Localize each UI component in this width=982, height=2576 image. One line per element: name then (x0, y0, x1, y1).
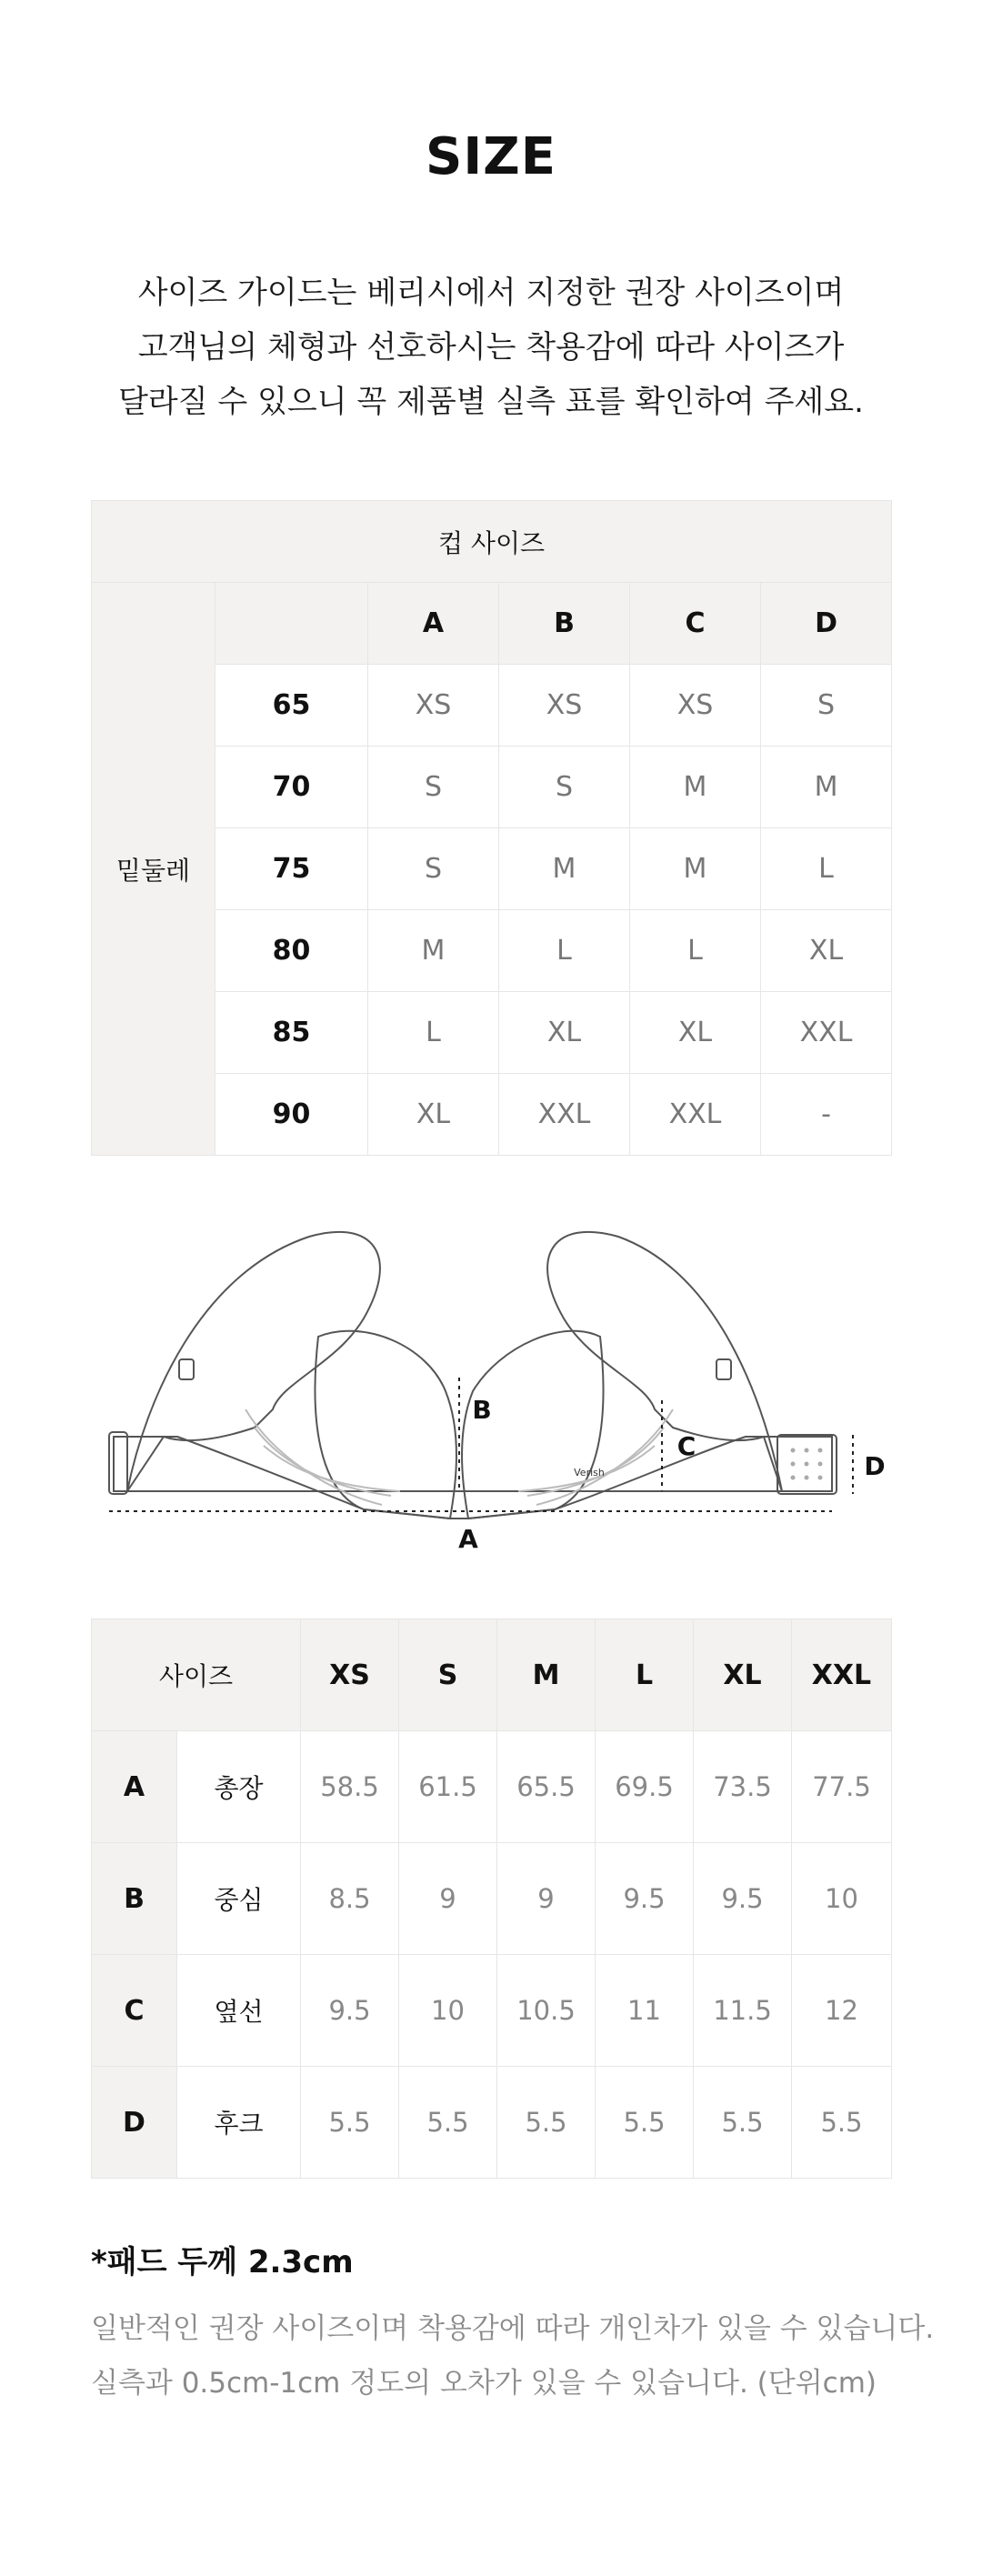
cup-letter: A (368, 583, 499, 665)
size-value: XL (630, 992, 761, 1074)
size-header: XL (694, 1619, 792, 1731)
row-name: 중심 (177, 1843, 301, 1955)
intro-line: 달라질 수 있으니 꼭 제품별 실측 표를 확인하여 주세요. (118, 384, 864, 420)
band-body (114, 1437, 832, 1519)
size-value: M (761, 747, 892, 828)
row-name: 총장 (177, 1731, 301, 1843)
measure-value: 5.5 (399, 2067, 497, 2179)
measure-value: 11.5 (694, 1955, 792, 2067)
measure-value: 8.5 (301, 1843, 399, 1955)
measure-value: 73.5 (694, 1731, 792, 1843)
size-value: M (499, 828, 630, 910)
measure-value: 9.5 (596, 1843, 694, 1955)
table-row (92, 2067, 892, 2179)
size-value: XS (499, 665, 630, 747)
measure-value: 69.5 (596, 1731, 694, 1843)
intro-text (0, 266, 982, 429)
size-value: - (761, 1074, 892, 1156)
size-value: XXL (499, 1074, 630, 1156)
intro-line: 고객님의 체형과 선호하시는 착용감에 따라 사이즈가 (137, 329, 845, 366)
size-header: S (399, 1619, 497, 1731)
corner-cell (215, 583, 368, 665)
pad-thickness-note: *패드 두께 2.3cm (91, 2244, 354, 2280)
row-name: 후크 (177, 2067, 301, 2179)
row-letter: B (92, 1843, 177, 1955)
size-value: M (630, 828, 761, 910)
cup-size-header: 컵 사이즈 (92, 501, 892, 583)
size-value: XXL (630, 1074, 761, 1156)
note-line: 실측과 0.5cm-1cm 정도의 오차가 있을 수 있습니다. (단위cm) (91, 2367, 877, 2400)
measure-value: 5.5 (792, 2067, 892, 2179)
left-strap (127, 1232, 380, 1491)
table-row (92, 1843, 892, 1955)
measure-value: 9 (497, 1843, 596, 1955)
cup-size-table (91, 500, 892, 1156)
size-value: S (368, 747, 499, 828)
label-d: D (864, 1451, 886, 1481)
band-label: 밑둘레 (92, 583, 215, 1156)
size-value: XL (368, 1074, 499, 1156)
size-value: L (499, 910, 630, 992)
size-header: M (497, 1619, 596, 1731)
measure-value: 65.5 (497, 1731, 596, 1843)
row-letter: C (92, 1955, 177, 2067)
size-value: XXL (761, 992, 892, 1074)
size-value: L (368, 992, 499, 1074)
measure-value: 5.5 (694, 2067, 792, 2179)
label-a: A (458, 1524, 478, 1554)
brand-mark: Verish (574, 1467, 605, 1478)
measure-value: 12 (792, 1955, 892, 2067)
label-c: C (676, 1431, 696, 1461)
size-value: XL (761, 910, 892, 992)
cup-letter: D (761, 583, 892, 665)
measure-value: 10.5 (497, 1955, 596, 2067)
size-value: M (368, 910, 499, 992)
row-letter: D (92, 2067, 177, 2179)
measure-value: 11 (596, 1955, 694, 2067)
row-name: 옆선 (177, 1955, 301, 2067)
label-b: B (472, 1395, 492, 1425)
measurement-table (91, 1619, 892, 2179)
band-number: 85 (215, 992, 368, 1074)
size-value: L (761, 828, 892, 910)
measure-value: 77.5 (792, 1731, 892, 1843)
size-value: XL (499, 992, 630, 1074)
note-line: 일반적인 권장 사이즈이며 착용감에 따라 개인차가 있을 수 있습니다. (91, 2312, 935, 2345)
size-value: M (630, 747, 761, 828)
size-value: S (761, 665, 892, 747)
measure-value: 9.5 (301, 1955, 399, 2067)
size-header-label: 사이즈 (92, 1619, 301, 1731)
size-value: S (368, 828, 499, 910)
cup-letter: C (630, 583, 761, 665)
right-strap (547, 1232, 782, 1491)
measure-value: 58.5 (301, 1731, 399, 1843)
band-number: 70 (215, 747, 368, 828)
size-header: L (596, 1619, 694, 1731)
intro-line: 사이즈 가이드는 베리시에서 지정한 권장 사이즈이며 (137, 275, 845, 311)
table-row (92, 1955, 892, 2067)
row-letter: A (92, 1731, 177, 1843)
size-value: L (630, 910, 761, 992)
size-value: S (499, 747, 630, 828)
measure-value: 5.5 (596, 2067, 694, 2179)
size-header: XS (301, 1619, 399, 1731)
measure-value: 5.5 (497, 2067, 596, 2179)
measure-value: 9 (399, 1843, 497, 1955)
page-title: SIZE (425, 127, 557, 186)
measure-value: 10 (399, 1955, 497, 2067)
size-value: XS (368, 665, 499, 747)
band-number: 80 (215, 910, 368, 992)
measure-value: 9.5 (694, 1843, 792, 1955)
band-number: 90 (215, 1074, 368, 1156)
band-number: 65 (215, 665, 368, 747)
cup-letter: B (499, 583, 630, 665)
measure-value: 61.5 (399, 1731, 497, 1843)
measure-value: 10 (792, 1843, 892, 1955)
band-number: 75 (215, 828, 368, 910)
table-row (92, 1731, 892, 1843)
bra-diagram (91, 1218, 909, 1564)
left-wing-end (109, 1432, 127, 1494)
size-value: XS (630, 665, 761, 747)
measure-value: 5.5 (301, 2067, 399, 2179)
size-header: XXL (792, 1619, 892, 1731)
